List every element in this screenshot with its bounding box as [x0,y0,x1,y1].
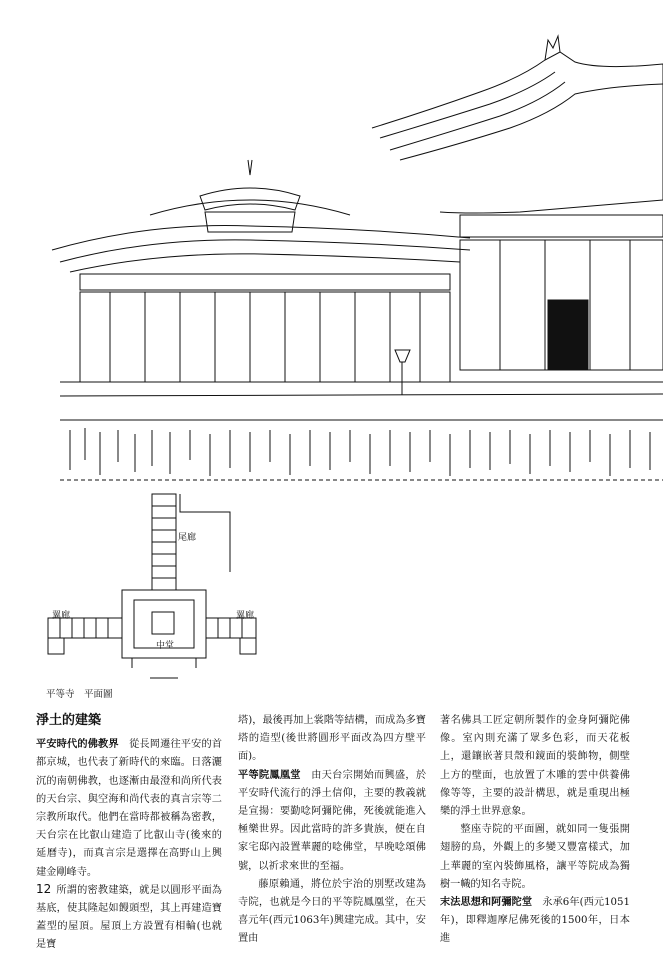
paragraph: 著名佛具工匠定朝所製作的金身阿彌陀佛像。室內則充滿了眾多色彩，而天花板上，還鑲嵌著貝殼和鏡面的裝飾物，側壁上方的壁面，也放置了木雕的雲中供養佛像等等，主要的設計構思，就是重現出極樂的淨土世界意象。 [440,715,630,818]
article-column-3 [440,712,630,949]
left-wing-corridor-label: 翼廊 [52,611,71,621]
floor-plan-diagram [30,492,270,702]
page-number: 12 [36,882,52,896]
subheading: 平等院鳳凰堂 [238,769,301,781]
article-title: 淨土的建築 [36,713,102,728]
paragraph: 整座寺院的平面圖，就如同一隻張開翅膀的鳥，外觀上的多變又豐富樣式，加上華麗的室內裝飾風格，讓平等院成為獨樹一幟的知名寺院。 [440,824,630,890]
paragraph: 末法思想和阿彌陀堂 永承6年(西元1051年)，即釋迦摩尼佛死後的1500年，日本進 [440,897,630,945]
paragraph: 平等院鳳凰堂 由天台宗開始而興盛，於平安時代流行的淨土信仰，主要的教義就是宣揚：要勤唸阿彌陀佛，死後就能進入極樂世界。因此當時的許多貴族，便在自家宅邸內設置華麗的唸佛堂，早晚唸頌佛號，以祈求來世的至福。 [238,769,427,872]
paragraph: 塔)，最後再加上裳階等結構，而成為多寶塔的造型(後世將圓形平面改為四方壁平面)。 [238,715,426,763]
paragraph: 平安時代的佛教界 從長岡遷往平安的首都京城，也代表了新時代的來臨。日落灑沉的南朝佛教，也逐漸由最澄和尚所代表的天台宗、與空海和尚代表的真言宗等二宗教所取代。他們在當時都被稱為密教，天台宗在比叡山建造了比叡山寺(後來的延曆寺)，而真言宗是選擇在高野山上興建金剛峰寺。 [36,739,222,878]
paragraph: 所謂的密教建築，就是以圓形平面為基底，使其隆起如饅頭型，其上再建造寶蓋型的屋頂。屋頂上方設置有相輪(也就是寶 [36,884,222,951]
floor-plan-caption: 平等寺 平面圖 [46,689,113,700]
subheading: 平安時代的佛教界 [36,739,119,751]
tail-corridor-label: 尾廊 [178,533,197,543]
right-wing-corridor-label: 翼廊 [236,611,255,621]
article-column-2 [238,712,426,949]
article-column-1 [36,712,222,955]
central-hall-label: 中堂 [156,641,175,651]
subheading: 末法思想和阿彌陀堂 [440,897,533,909]
paragraph: 藤原賴通，將位於宇治的別墅改建為寺院，也就是今日的平等院鳳凰堂，在天喜元年(西元1063年)興建完成。其中，安置由 [238,878,426,945]
